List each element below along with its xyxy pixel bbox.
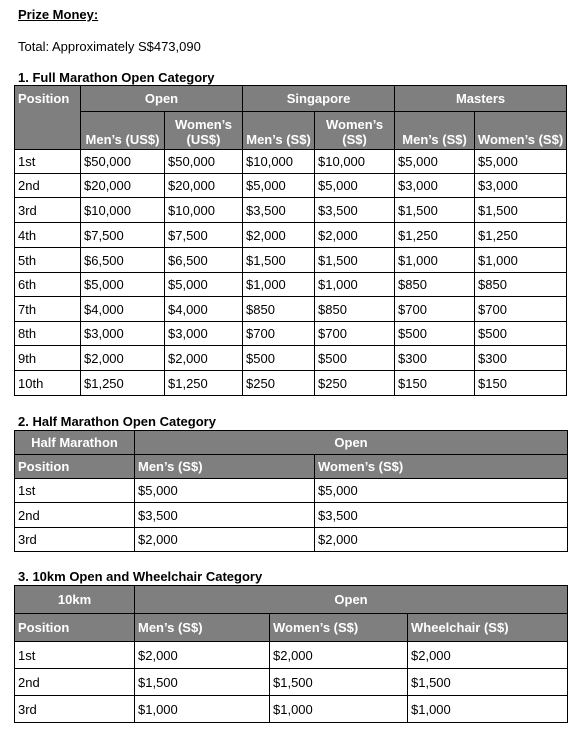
table-cell: $1,000: [315, 273, 395, 297]
table-cell: $2,000: [315, 528, 568, 552]
half-marathon-category-header: Half Marathon: [15, 431, 135, 455]
table-cell: $10,000: [165, 198, 243, 223]
position-header: Position: [15, 614, 135, 642]
masters-women-header: Women’s (S$): [475, 112, 567, 150]
table-cell: $250: [243, 371, 315, 396]
table-cell: $2,000: [165, 346, 243, 371]
table-cell: $6,500: [165, 248, 243, 273]
table-cell: $2,000: [81, 346, 165, 371]
table-cell: $2,000: [270, 642, 408, 669]
table-cell: $700: [243, 322, 315, 346]
position-header: Position: [15, 86, 81, 150]
table-cell: $1,250: [395, 223, 475, 248]
table-cell: $850: [395, 273, 475, 297]
table-cell: $3,000: [475, 174, 567, 198]
table-cell: $5,000: [243, 174, 315, 198]
table-cell: $5,000: [81, 273, 165, 297]
men-header: Men’s (S$): [135, 455, 315, 479]
table-cell: $300: [475, 346, 567, 371]
table-cell: $50,000: [81, 150, 165, 174]
table-cell: $3,500: [135, 503, 315, 528]
table-cell: $1,500: [315, 248, 395, 273]
table-cell: $1,500: [408, 669, 568, 696]
table-cell: $3,500: [315, 198, 395, 223]
table-cell: $1,500: [270, 669, 408, 696]
table-cell: $1,000: [135, 696, 270, 723]
table-cell: $500: [475, 322, 567, 346]
table-cell: $1,250: [81, 371, 165, 396]
ten-km-category-header: 10km: [15, 586, 135, 614]
table-cell: $1,500: [475, 198, 567, 223]
table-cell: $1,000: [408, 696, 568, 723]
table-cell: $1,000: [243, 273, 315, 297]
table-cell: $50,000: [165, 150, 243, 174]
open-women-header: Women’s (US$): [165, 112, 243, 150]
table-cell: $10,000: [81, 198, 165, 223]
table-cell: 3rd: [15, 198, 81, 223]
table-cell: 4th: [15, 223, 81, 248]
masters-group-header: Masters: [395, 86, 567, 112]
table-cell: $20,000: [81, 174, 165, 198]
table-cell: $4,000: [165, 297, 243, 322]
table-cell: $1,500: [243, 248, 315, 273]
table-cell: $2,000: [408, 642, 568, 669]
table-cell: $5,000: [475, 150, 567, 174]
half-marathon-heading: 2. Half Marathon Open Category: [18, 414, 216, 429]
table-cell: $700: [475, 297, 567, 322]
men-header: Men’s (S$): [135, 614, 270, 642]
table-cell: $3,000: [81, 322, 165, 346]
wheelchair-header: Wheelchair (S$): [408, 614, 568, 642]
table-cell: $7,500: [81, 223, 165, 248]
ten-km-heading: 3. 10km Open and Wheelchair Category: [18, 569, 263, 584]
singapore-group-header: Singapore: [243, 86, 395, 112]
table-cell: 1st: [15, 642, 135, 669]
position-header: Position: [15, 455, 135, 479]
table-cell: $2,000: [135, 528, 315, 552]
table-cell: $5,000: [135, 479, 315, 503]
table-cell: $150: [395, 371, 475, 396]
table-cell: $500: [315, 346, 395, 371]
table-cell: 1st: [15, 479, 135, 503]
table-cell: 8th: [15, 322, 81, 346]
table-cell: $2,000: [135, 642, 270, 669]
women-header: Women’s (S$): [315, 455, 568, 479]
table-cell: $250: [315, 371, 395, 396]
table-cell: $2,000: [315, 223, 395, 248]
open-men-header: Men’s (US$): [81, 112, 165, 150]
table-cell: $10,000: [243, 150, 315, 174]
table-cell: $850: [243, 297, 315, 322]
table-cell: $3,000: [395, 174, 475, 198]
table-cell: $1,250: [475, 223, 567, 248]
table-cell: $150: [475, 371, 567, 396]
table-cell: $500: [395, 322, 475, 346]
table-cell: 2nd: [15, 174, 81, 198]
table-cell: $7,500: [165, 223, 243, 248]
table-cell: 3rd: [15, 696, 135, 723]
table-cell: 7th: [15, 297, 81, 322]
prize-money-title: Prize Money:: [18, 7, 99, 22]
open-group-header: Open: [135, 431, 568, 455]
ten-km-table: [14, 585, 568, 723]
singapore-men-header: Men’s (S$): [243, 112, 315, 150]
table-cell: 3rd: [15, 528, 135, 552]
prize-money-total: Total: Approximately S$473,090: [18, 39, 201, 54]
table-cell: $1,000: [475, 248, 567, 273]
half-marathon-table: [14, 430, 568, 552]
open-group-header: Open: [81, 86, 243, 112]
table-cell: $5,000: [395, 150, 475, 174]
table-cell: $4,000: [81, 297, 165, 322]
table-cell: 2nd: [15, 503, 135, 528]
table-cell: 2nd: [15, 669, 135, 696]
table-cell: 10th: [15, 371, 81, 396]
masters-men-header: Men’s (S$): [395, 112, 475, 150]
singapore-women-header: Women’s (S$): [315, 112, 395, 150]
table-cell: $20,000: [165, 174, 243, 198]
table-cell: 9th: [15, 346, 81, 371]
table-cell: $1,000: [395, 248, 475, 273]
table-cell: $3,500: [315, 503, 568, 528]
table-cell: 5th: [15, 248, 81, 273]
table-cell: 1st: [15, 150, 81, 174]
table-cell: 6th: [15, 273, 81, 297]
table-cell: $10,000: [315, 150, 395, 174]
table-cell: $5,000: [315, 479, 568, 503]
table-cell: $1,000: [270, 696, 408, 723]
open-group-header: Open: [135, 586, 568, 614]
full-marathon-heading: 1. Full Marathon Open Category: [18, 70, 215, 85]
table-cell: $5,000: [165, 273, 243, 297]
table-cell: $300: [395, 346, 475, 371]
table-cell: $1,500: [395, 198, 475, 223]
full-marathon-table: [14, 85, 567, 396]
table-cell: $2,000: [243, 223, 315, 248]
table-cell: $6,500: [81, 248, 165, 273]
women-header: Women’s (S$): [270, 614, 408, 642]
table-cell: $700: [315, 322, 395, 346]
table-cell: $1,250: [165, 371, 243, 396]
table-cell: $850: [315, 297, 395, 322]
table-cell: $700: [395, 297, 475, 322]
table-cell: $850: [475, 273, 567, 297]
table-cell: $500: [243, 346, 315, 371]
table-cell: $5,000: [315, 174, 395, 198]
table-cell: $1,500: [135, 669, 270, 696]
table-cell: $3,000: [165, 322, 243, 346]
table-cell: $3,500: [243, 198, 315, 223]
